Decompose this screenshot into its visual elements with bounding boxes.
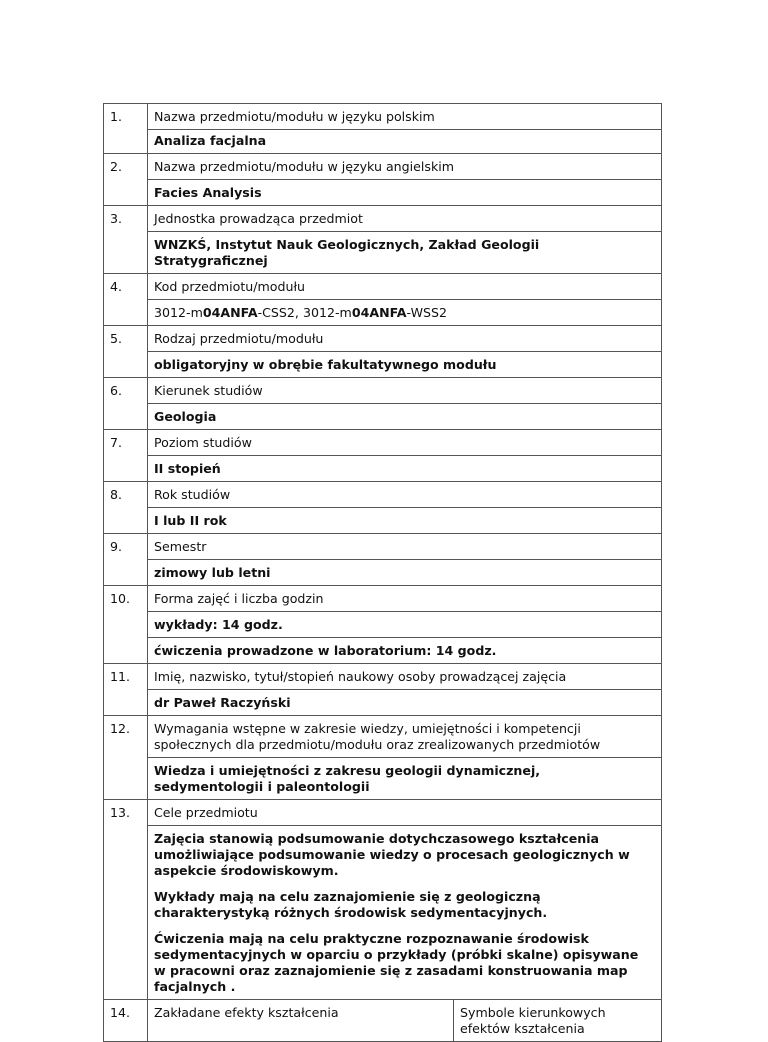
row-11-value bbox=[104, 690, 662, 716]
row-10-value-1 bbox=[104, 612, 662, 638]
row-13-label bbox=[104, 800, 662, 826]
course-type: obligatoryjny w obrębie fakultatywnego modułu bbox=[148, 352, 662, 378]
row-number: 14. bbox=[104, 1000, 148, 1042]
row-number: 10. bbox=[104, 586, 148, 664]
row-4-label bbox=[104, 274, 662, 300]
course-form-table bbox=[103, 103, 662, 1042]
field-label: Forma zajęć i liczba godzin bbox=[148, 586, 662, 612]
row-number: 7. bbox=[104, 430, 148, 482]
code-part: 04ANFA bbox=[351, 305, 407, 320]
row-10-value-2 bbox=[104, 638, 662, 664]
field-label-symbols: Symbole kierunkowych efektów kształcenia bbox=[454, 1000, 662, 1042]
goal-paragraph: Wykłady mają na celu zaznajomienie się z geologiczną charakterystyką różnych środowisk sedymentacyjnych. bbox=[154, 889, 548, 920]
study-year: I lub II rok bbox=[148, 508, 662, 534]
row-6-value bbox=[104, 404, 662, 430]
instructor-name: dr Paweł Raczyński bbox=[148, 690, 662, 716]
course-code bbox=[148, 300, 662, 326]
row-3-value bbox=[104, 232, 662, 274]
row-6-label bbox=[104, 378, 662, 404]
row-number: 5. bbox=[104, 326, 148, 378]
code-part: 04ANFA bbox=[202, 305, 258, 320]
row-12-label bbox=[104, 716, 662, 758]
lecture-hours: wykłady: 14 godz. bbox=[148, 612, 662, 638]
field-label: Kierunek studiów bbox=[148, 378, 662, 404]
row-number: 13. bbox=[104, 800, 148, 1000]
row-5-value bbox=[104, 352, 662, 378]
row-12-value bbox=[104, 758, 662, 800]
row-2-value bbox=[104, 180, 662, 206]
row-10-label bbox=[104, 586, 662, 612]
goal-paragraph: Ćwiczenia mają na celu praktyczne rozpoznawanie środowisk sedymentacyjnych w oparciu o przykłady (próbki skalne) opisywane w pracowni oraz zaznajomienie się z zasadami konstruowania map facjalnych . bbox=[154, 931, 639, 994]
row-7-label bbox=[104, 430, 662, 456]
field-label: Kod przedmiotu/modułu bbox=[148, 274, 662, 300]
field-label: Rodzaj przedmiotu/modułu bbox=[148, 326, 662, 352]
row-number: 3. bbox=[104, 206, 148, 274]
field-label: Wymagania wstępne w zakresie wiedzy, umiejętności i kompetencji społecznych dla przedmiotu/modułu oraz zrealizowanych przedmiotów bbox=[148, 716, 662, 758]
field-label: Imię, nazwisko, tytuł/stopień naukowy osoby prowadzącej zajęcia bbox=[148, 664, 662, 690]
field-label: Jednostka prowadząca przedmiot bbox=[148, 206, 662, 232]
row-2-label bbox=[104, 154, 662, 180]
row-number: 11. bbox=[104, 664, 148, 716]
row-number: 1. bbox=[104, 104, 148, 154]
row-number: 9. bbox=[104, 534, 148, 586]
field-label: Nazwa przedmiotu/modułu w języku angielskim bbox=[148, 154, 662, 180]
field-label: Poziom studiów bbox=[148, 430, 662, 456]
prerequisites: Wiedza i umiejętności z zakresu geologii dynamicznej, sedymentologii i paleontologii bbox=[148, 758, 662, 800]
row-5-label bbox=[104, 326, 662, 352]
course-goals bbox=[148, 826, 662, 1000]
row-9-value bbox=[104, 560, 662, 586]
row-9-label bbox=[104, 534, 662, 560]
field-label: Zakładane efekty kształcenia bbox=[148, 1000, 454, 1042]
row-8-value bbox=[104, 508, 662, 534]
row-11-label bbox=[104, 664, 662, 690]
code-part: -CSS2, 3012-m bbox=[257, 305, 352, 320]
study-level: II stopień bbox=[148, 456, 662, 482]
course-name-en: Facies Analysis bbox=[148, 180, 662, 206]
row-8-label bbox=[104, 482, 662, 508]
field-label: Rok studiów bbox=[148, 482, 662, 508]
row-14 bbox=[104, 1000, 662, 1042]
row-number: 12. bbox=[104, 716, 148, 800]
row-3-label bbox=[104, 206, 662, 232]
field-label: Nazwa przedmiotu/modułu w języku polskim bbox=[148, 104, 662, 130]
row-7-value bbox=[104, 456, 662, 482]
row-number: 2. bbox=[104, 154, 148, 206]
row-1-value bbox=[104, 130, 662, 154]
row-13-value bbox=[104, 826, 662, 1000]
course-name-pl: Analiza facjalna bbox=[148, 130, 662, 154]
row-number: 8. bbox=[104, 482, 148, 534]
unit-value: WNZKŚ, Instytut Nauk Geologicznych, Zakład Geologii Stratygraficznej bbox=[148, 232, 662, 274]
field-label: Cele przedmiotu bbox=[148, 800, 662, 826]
semester: zimowy lub letni bbox=[148, 560, 662, 586]
field-label: Semestr bbox=[148, 534, 662, 560]
row-number: 4. bbox=[104, 274, 148, 326]
row-1-label bbox=[104, 104, 662, 130]
code-part: 3012-m bbox=[154, 305, 203, 320]
code-part: -WSS2 bbox=[406, 305, 448, 320]
goal-paragraph: Zajęcia stanowią podsumowanie dotychczasowego kształcenia umożliwiające podsumowanie wiedzy o procesach geologicznych w aspekcie środowiskowym. bbox=[154, 831, 630, 878]
field-of-study: Geologia bbox=[148, 404, 662, 430]
row-number: 6. bbox=[104, 378, 148, 430]
lab-hours: ćwiczenia prowadzone w laboratorium: 14 godz. bbox=[148, 638, 662, 664]
row-4-value bbox=[104, 300, 662, 326]
